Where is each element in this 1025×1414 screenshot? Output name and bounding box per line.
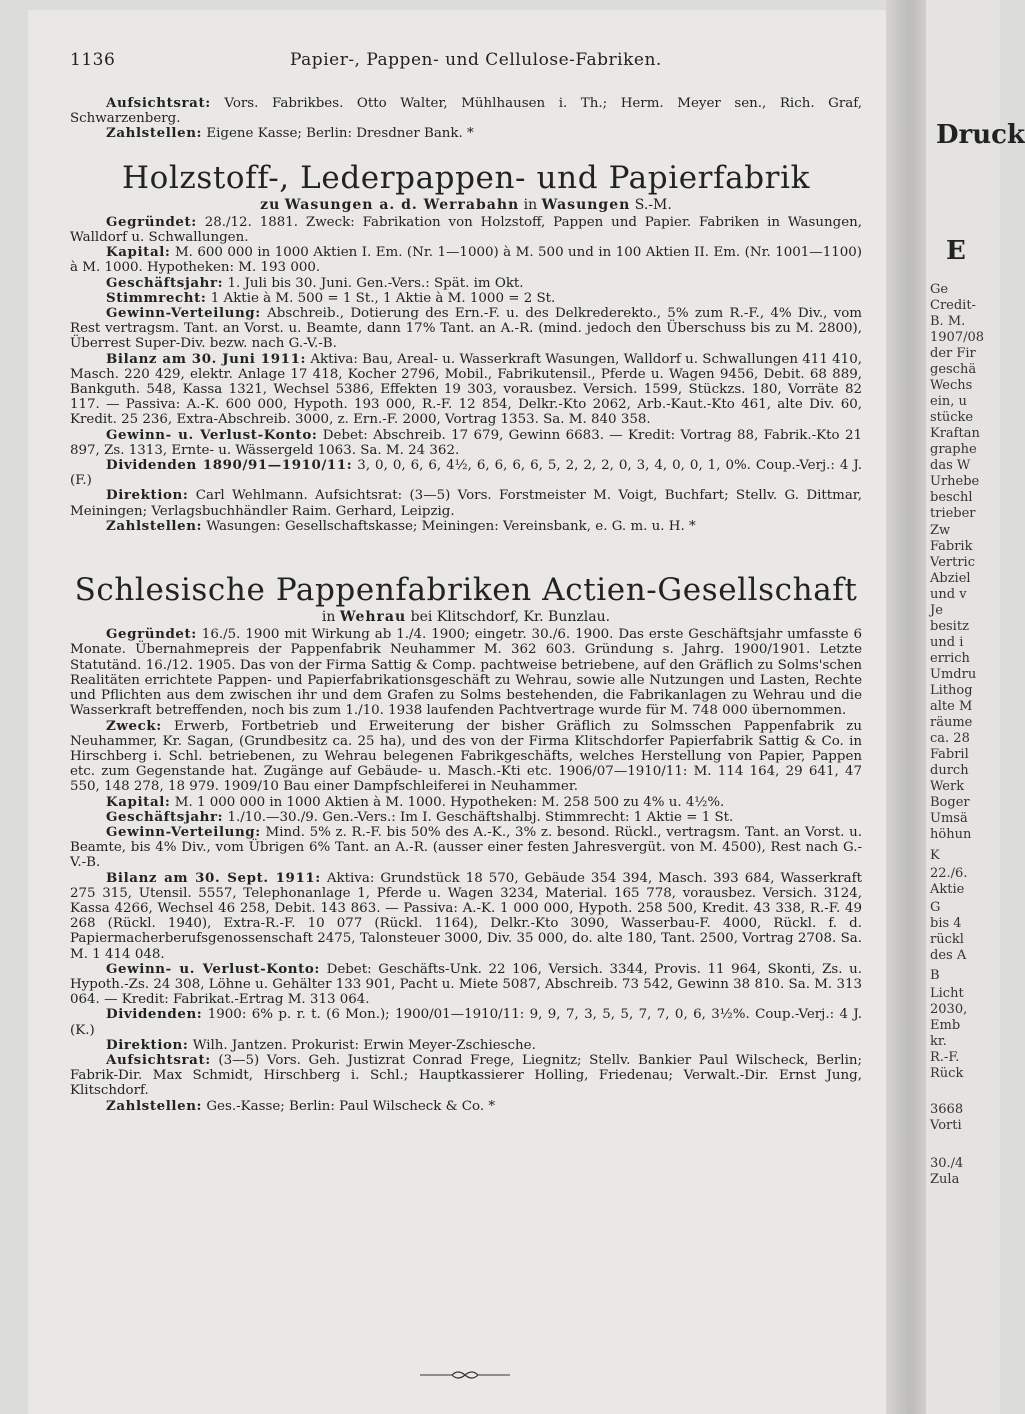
location-part: in bbox=[321, 609, 336, 626]
entry-paragraph bbox=[70, 627, 862, 718]
entry-paragraph bbox=[70, 291, 862, 306]
adjacent-page-line: alte M bbox=[930, 699, 973, 714]
entry-key: Zahlstellen: bbox=[106, 125, 203, 142]
adjacent-page-line: höhun bbox=[930, 827, 972, 842]
adjacent-page-line: Fabrik bbox=[930, 539, 973, 554]
entry-paragraph bbox=[70, 352, 862, 428]
location-part: Wasungen a. d. Werrabahn bbox=[284, 196, 520, 213]
entry-key: Geschäftsjahr: bbox=[106, 274, 224, 291]
adjacent-page-line: 22./6. bbox=[930, 866, 968, 881]
entry-paragraph bbox=[70, 306, 862, 352]
adjacent-page-line: Emb bbox=[930, 1018, 961, 1033]
adjacent-page-line: Credit- bbox=[930, 298, 976, 313]
company-location bbox=[70, 198, 862, 213]
adjacent-page-line: kr. bbox=[930, 1034, 947, 1049]
entry-key: Gewinn- u. Verlust-Konto: bbox=[106, 960, 320, 977]
adjacent-page-line: Abziel bbox=[930, 571, 971, 586]
entry-paragraph bbox=[70, 519, 862, 534]
entry-text: 1 Aktie à M. 500 = 1 St., 1 Aktie à M. 1000 = 2 St. bbox=[210, 290, 556, 306]
company-entry-body bbox=[70, 215, 862, 534]
company-title: Holzstoff-, Lederpappen- und Papierfabrik bbox=[121, 159, 810, 196]
entry-text: Wasungen: Gesellschaftskasse; Meiningen: Vereinsbank, e. G. m. u. H. * bbox=[206, 518, 696, 534]
entry-text: 1900: 6% p. r. t. (6 Mon.); 1900/01—1910/11: 9, 9, 7, 3, 5, 5, 7, 7, 0, 6, 3½%. Coup.-Verj.: 4 J. (K.) bbox=[70, 1007, 862, 1038]
adjacent-page-line: das W bbox=[930, 458, 971, 473]
entry-paragraph bbox=[70, 1007, 862, 1037]
running-title: Papier-, Pappen- und Cellulose-Fabriken. bbox=[290, 50, 662, 70]
entry-key: Gegründet: bbox=[106, 213, 197, 230]
end-ornament bbox=[420, 1368, 510, 1382]
adjacent-page-line: und i bbox=[930, 635, 964, 650]
entry-text: Ges.-Kasse; Berlin: Paul Wilscheck & Co. * bbox=[206, 1098, 496, 1114]
entry-text: 1. Juli bis 30. Juni. Gen.-Vers.: Spät. im Okt. bbox=[227, 275, 524, 291]
adjacent-page-line: Umdru bbox=[930, 667, 977, 682]
adjacent-page-line: trieber bbox=[930, 506, 976, 521]
adjacent-page-line: geschä bbox=[930, 362, 977, 377]
adjacent-page-line: bis 4 bbox=[930, 916, 962, 931]
top-entry-paragraph bbox=[70, 96, 862, 126]
adjacent-page-line: Werk bbox=[930, 779, 965, 794]
adjacent-page-line: Aktie bbox=[930, 882, 965, 897]
entry-paragraph bbox=[70, 795, 862, 810]
entry-text: 16./5. 1900 mit Wirkung ab 1./4. 1900; eingetr. 30./6. 1900. Das erste Geschäftsjahr umfasste 6 Monate. Übernahmepreis der Pappenfabrik Neuhammer M. 362 603. Gründung s. Jahrg. 1900/1901. Letzte Statutänd. 16./12. 1905. Das von der Firma Sattig & Comp. pachtweise betriebene, auf den Gräflich zu Solms'schen Realitäten errichtete Pappen- und Papierfabrikationsgeschäft zu Wehrau, sowie alle Nutzungen und Lasten, Rechte und Pflichten aus dem zwischen ihr und dem Grafen zu Solms bestehenden, die Fabrikanlagen zu Wehrau und die Wasserkraft betreffenden, noch bis zum 1./10. 1938 laufenden Pachtvertrage wurde für M. 748 000 übernommen. bbox=[70, 627, 862, 719]
entry-paragraph bbox=[70, 215, 862, 245]
top-entry-paragraph bbox=[70, 126, 862, 141]
adjacent-page-line: Urhebe bbox=[930, 474, 980, 489]
location-part: in bbox=[523, 196, 538, 213]
entry-key: Gegründet: bbox=[106, 626, 197, 643]
adjacent-page-line: Lithog bbox=[930, 683, 973, 698]
entry-key: Dividenden 1890/91—1910/11: bbox=[106, 457, 353, 474]
entry-key: Aufsichtsrat: bbox=[106, 1051, 211, 1068]
entry-text: 3, 0, 0, 6, 6, 4½, 6, 6, 6, 6, 5, 2, 2, 2, 0, 3, 4, 0, 0, 1, 0%. Coup.-Verj.: 4 J. (F.) bbox=[70, 458, 862, 489]
entry-paragraph bbox=[70, 719, 862, 795]
company-entry-body bbox=[70, 627, 862, 1114]
entry-paragraph bbox=[70, 428, 862, 458]
entry-paragraph bbox=[70, 1053, 862, 1099]
entry-text: M. 600 000 in 1000 Aktien I. Em. (Nr. 1—1000) à M. 500 und in 100 Aktien II. Em. (Nr. 1001—1100) à M. 1000. Hypotheken: M. 193 000. bbox=[70, 245, 862, 276]
adjacent-page-line: Je bbox=[930, 603, 943, 618]
entry-key: Stimmrecht: bbox=[106, 289, 207, 306]
adjacent-page-line: rückl bbox=[930, 932, 964, 947]
entry-key: Zahlstellen: bbox=[106, 1097, 203, 1114]
adjacent-page-line: G bbox=[930, 900, 941, 915]
adjacent-page-line: ca. 28 bbox=[930, 731, 970, 746]
adjacent-page-line: Zula bbox=[930, 1172, 960, 1187]
adjacent-page-line: 1907/08 bbox=[930, 330, 985, 345]
entry-key: Direktion: bbox=[106, 1036, 189, 1053]
adjacent-page-line: B bbox=[930, 968, 940, 983]
entry-text: 28./12. 1881. Zweck: Fabrikation von Holzstoff, Pappen und Papier. Fabriken in Wasungen, Walldorf u. Schwallungen. bbox=[70, 214, 863, 246]
book-gutter bbox=[886, 0, 926, 1414]
adjacent-page-line: K bbox=[930, 848, 940, 863]
location-part: S.-M. bbox=[634, 196, 672, 213]
entry-paragraph bbox=[70, 825, 862, 871]
entry-text: M. 1 000 000 in 1000 Aktien à M. 1000. Hypotheken: M. 258 500 zu 4% u. 4½%. bbox=[174, 794, 725, 810]
adjacent-page-heading: Druck bbox=[936, 120, 1025, 150]
adjacent-page-line: des A bbox=[930, 948, 967, 963]
entry-text: Debet: Abschreib. 17 679, Gewinn 6683. — Kredit: Vortrag 88, Fabrik.-Kto 21 897, Zs. 1313, Ernte- u. Wässergeld 1063. Sa. M. 24 362. bbox=[70, 427, 862, 458]
adjacent-page-line: Zw bbox=[930, 523, 951, 538]
adjacent-page-line: B. M. bbox=[930, 314, 966, 329]
adjacent-page bbox=[926, 0, 1025, 1414]
entry-text: Wilh. Jantzen. Prokurist: Erwin Meyer-Zschiesche. bbox=[192, 1037, 536, 1053]
adjacent-page-line: Licht bbox=[930, 986, 964, 1001]
entry-paragraph bbox=[70, 810, 862, 825]
entry-paragraph bbox=[70, 245, 862, 275]
entry-text: Debet: Geschäfts-Unk. 22 106, Versich. 3344, Provis. 11 964, Skonti, Zs. u. Hypoth.-Zs. 24 308, Löhne u. Gehälter 133 901, Pacht u. Miete 5087, Abschreib. 73 542, Gewinn 38 810. Sa. M. 313 064. — Kredit: Fabrikat.-Ertrag M. 313 064. bbox=[70, 961, 863, 1008]
adjacent-page-line: und v bbox=[930, 587, 967, 602]
entry-text: Aktiva: Bau, Areal- u. Wasserkraft Wasungen, Walldorf u. Schwallungen 411 410, Masch. 220 429, elektr. Anlage 17 418, Kocher 2796, Mobil., Fabrikutensil., Pferde u. Wagen 9456, Debit. 68 889, Bankguth. 548, Kassa 1321, Wechsel 5386, Effekten 19 303, vorausbez. Versich. 1599, Stückzs. 180, Vorräte 82 117. — Passiva: A.-K. 600 000, Hypoth. 193 000, R.-F. 12 854, Delkr.-Kto 2062, Arb.-Kaut.-Kto 461, alte Div. 60, Kredit. 25 236, Extra-Abschreib. 3000, z. Ern.-F. 2000, Vortrag 1353. Sa. M. 840 358. bbox=[70, 351, 862, 428]
entry-key: Bilanz am 30. Juni 1911: bbox=[106, 350, 307, 367]
adjacent-page-line: 2030, bbox=[930, 1002, 968, 1017]
entry-key: Direktion: bbox=[106, 487, 189, 504]
entry-key: Kapital: bbox=[106, 793, 171, 810]
company-title: Schlesische Pappenfabriken Actien-Gesellschaft bbox=[74, 572, 858, 609]
page-header bbox=[70, 50, 870, 76]
adjacent-page-line: Boger bbox=[930, 795, 970, 810]
entry-text: Erwerb, Fortbetrieb und Erweiterung der bisher Gräflich zu Solmsschen Pappenfabrik zu Neuhammer, Kr. Sagan, (Grundbesitz ca. 25 ha), und des von der Firma Klitschdorfer Papierfabrik Sattig & Co. in Hirschberg i. Schl. betriebenen, zu Wehrau belegenen Fabrikgeschäfts, welches Herstellung von Papier, Pappen etc. zum Gegenstande hat. Zugänge auf Gebäude- u. Masch.-Kti etc. 1906/07—1910/11: M. 114 164, 29 641, 47 550, 148 278, 18 979. 1909/10 Bau einer Dampfschleiferei in Neuhammer. bbox=[70, 718, 862, 795]
entry-paragraph bbox=[70, 962, 862, 1008]
location-part: bei Klitschdorf, Kr. Bunzlau. bbox=[410, 609, 611, 626]
adjacent-page-line: räume bbox=[930, 715, 973, 730]
adjacent-page-line: 3668 bbox=[930, 1102, 964, 1117]
entry-text: Carl Wehlmann. Aufsichtsrat: (3—5) Vors. Forstmeister M. Voigt, Buchfart; Stellv. G. Dittmar, Meiningen; Verlagsbuchhändler Raim. Gerhard, Leipzig. bbox=[70, 488, 862, 519]
entry-text: 1./10.—30./9. Gen.-Vers.: Im I. Geschäftshalbj. Stimmrecht: 1 Aktie = 1 St. bbox=[227, 809, 734, 825]
adjacent-page-line: stücke bbox=[930, 410, 974, 425]
entry-key: Bilanz am 30. Sept. 1911: bbox=[106, 869, 321, 886]
adjacent-page-line: beschl bbox=[930, 490, 973, 505]
location-part: Wehrau bbox=[339, 609, 407, 626]
entry-text: Mind. 5% z. R.-F. bis 50% des A.-K., 3% z. besond. Rückl., vertragsm. Tant. an Vorst. u. Beamte, bis 4% Div., vom Übrigen 6% Tant. an A.-R. (ausser einer festen Jahresvergüt. von M. 4500), Rest nach G.-V.-B. bbox=[70, 824, 862, 871]
entry-text: Abschreib., Dotierung des Ern.-F. u. des Delkrederekto., 5% zum R.-F., 4% Div., vom Rest vertragsm. Tant. an Vorst. u. Beamte, dann 17% Tant. an A.-R. (mind. jedoch den Überschuss bis zu M. 2800), Überrest Super-Div. bezw. nach G.-V.-B. bbox=[70, 306, 862, 352]
entry-key: Zweck: bbox=[106, 717, 162, 734]
location-part: Wasungen bbox=[541, 196, 631, 213]
adjacent-page-line: durch bbox=[930, 763, 969, 778]
company-location bbox=[70, 610, 862, 625]
entry-key: Dividenden: bbox=[106, 1006, 203, 1023]
entry-paragraph bbox=[70, 1099, 862, 1114]
entry-key: Geschäftsjahr: bbox=[106, 808, 224, 825]
page-content bbox=[70, 96, 862, 1114]
entry-paragraph bbox=[70, 488, 862, 518]
entry-key: Aufsichtsrat: bbox=[106, 95, 211, 111]
entry-key: Gewinn-Verteilung: bbox=[106, 305, 261, 322]
adjacent-page-line: der Fir bbox=[930, 346, 976, 361]
adjacent-page-line: besitz bbox=[930, 619, 969, 634]
adjacent-page-line: Vorti bbox=[930, 1118, 962, 1133]
entry-key: Zahlstellen: bbox=[106, 517, 203, 534]
adjacent-page-line: Vertric bbox=[930, 555, 975, 570]
adjacent-page-letter: E bbox=[946, 236, 966, 266]
entry-paragraph bbox=[70, 871, 862, 962]
adjacent-page-line: graphe bbox=[930, 442, 977, 457]
location-part: zu bbox=[260, 196, 281, 213]
page-number: 1136 bbox=[70, 50, 116, 70]
adjacent-page-line: Ge bbox=[930, 282, 949, 297]
entry-text: (3—5) Vors. Geh. Justizrat Conrad Frege, Liegnitz; Stellv. Bankier Paul Wilscheck, Berlin; Fabrik-Dir. Max Schmidt, Hirschberg i. Schl.; Hauptkassierer Holling, Friedenau; Verwalt.-Dir. Ernst Jung, Klitschdorf. bbox=[70, 1052, 863, 1099]
entry-key: Gewinn- u. Verlust-Konto: bbox=[106, 426, 318, 443]
entry-paragraph bbox=[70, 276, 862, 291]
entry-key: Gewinn-Verteilung: bbox=[106, 823, 261, 840]
entry-text: Aktiva: Grundstück 18 570, Gebäude 354 394, Masch. 393 684, Wasserkraft 275 315, Utensil. 5557, Telephonanlage 1, Pferde u. Wagen 3234, Material. 165 778, vorausbez. Versich. 3124, Kassa 4266, Wechsel 46 258, Debit. 143 863. — Passiva: A.-K. 1 000 000, Hypoth. 258 500, Kredit. 43 338, R.-F. 49 268 (Rückl. 1940), Extra-R.-F. 10 077 (Rückl. 1164), Delkr.-Kto 3090, Wasserbau-F. 4000, Rückl. f. d. Papiermacherberufsgenossenschaft 2475, Talonsteuer 3000, Div. 35 000, do. alte 180, Tant. 2500, Vortrag 2708. Sa. M. 1 414 048. bbox=[70, 870, 862, 962]
adjacent-page-line: R.-F. bbox=[930, 1050, 960, 1065]
entry-paragraph bbox=[70, 458, 862, 488]
entry-text: Eigene Kasse; Berlin: Dresdner Bank. * bbox=[206, 126, 474, 142]
adjacent-page-line: errich bbox=[930, 651, 970, 666]
adjacent-page-line: ein, u bbox=[930, 394, 967, 409]
adjacent-page-line: Kraftan bbox=[930, 426, 980, 441]
adjacent-page-line: Rück bbox=[930, 1066, 964, 1081]
adjacent-page-line: Wechs bbox=[930, 378, 973, 393]
entry-paragraph bbox=[70, 1038, 862, 1053]
entry-key: Kapital: bbox=[106, 244, 171, 261]
adjacent-page-line: Fabril bbox=[930, 747, 969, 762]
adjacent-page-line: Umsä bbox=[930, 811, 968, 826]
entry-text: Vors. Fabrikbes. Otto Walter, Mühlhausen i. Th.; Herm. Meyer sen., Rich. Graf, Schwarzenberg. bbox=[70, 96, 862, 127]
adjacent-page-line: 30./4 bbox=[930, 1156, 964, 1171]
